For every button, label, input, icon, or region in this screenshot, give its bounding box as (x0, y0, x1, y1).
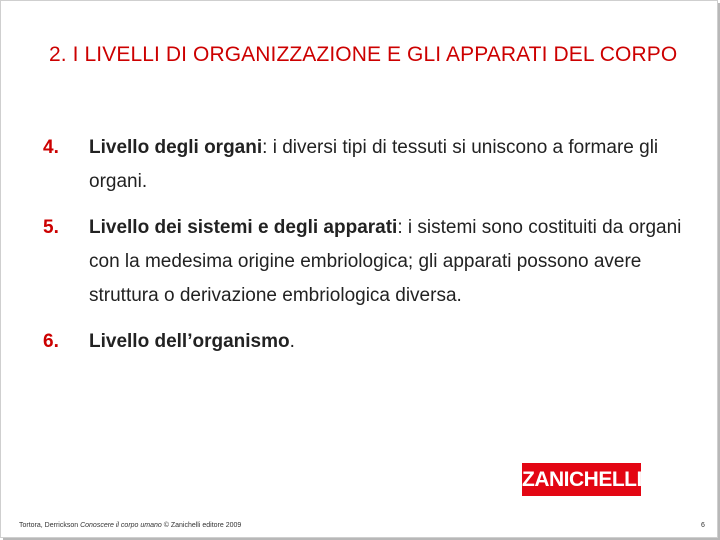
list-item-number: 4. (43, 137, 59, 158)
footer-credit (19, 522, 241, 529)
list-item (43, 211, 683, 313)
page-number: 6 (701, 522, 705, 529)
list-item-description: : i diversi tipi di tessuti si uniscono a formare gli organi. (89, 137, 659, 192)
footer-authors: Tortora, Derrickson (19, 522, 81, 529)
footer-publisher: © Zanichelli editore 2009 (161, 522, 242, 529)
zanichelli-logo: ZANICHELLI (522, 463, 641, 496)
list-item-description: : i sistemi sono costituiti da organi con la medesima origine embriologica; gli apparati possono avere struttura o derivazione embriologica diversa. (89, 217, 682, 306)
slide-title: 2. I LIVELLI DI ORGANIZZAZIONE E GLI APPARATI DEL CORPO (49, 43, 678, 66)
list-item-term: Livello dell’organismo (89, 331, 290, 352)
list-item-term: Livello degli organi (89, 137, 263, 158)
list-item-text (89, 131, 683, 199)
list-item-term: Livello dei sistemi e degli apparati (89, 217, 398, 238)
footer-book-title: Conoscere il corpo umano (80, 522, 162, 529)
list-item-text (89, 211, 683, 313)
list-item-number: 5. (43, 217, 59, 238)
list-item (43, 131, 683, 199)
list-item-text (89, 325, 683, 359)
list-item (43, 325, 683, 359)
list-item-description: . (289, 331, 295, 352)
numbered-list (43, 131, 683, 371)
list-item-number: 6. (43, 331, 59, 352)
